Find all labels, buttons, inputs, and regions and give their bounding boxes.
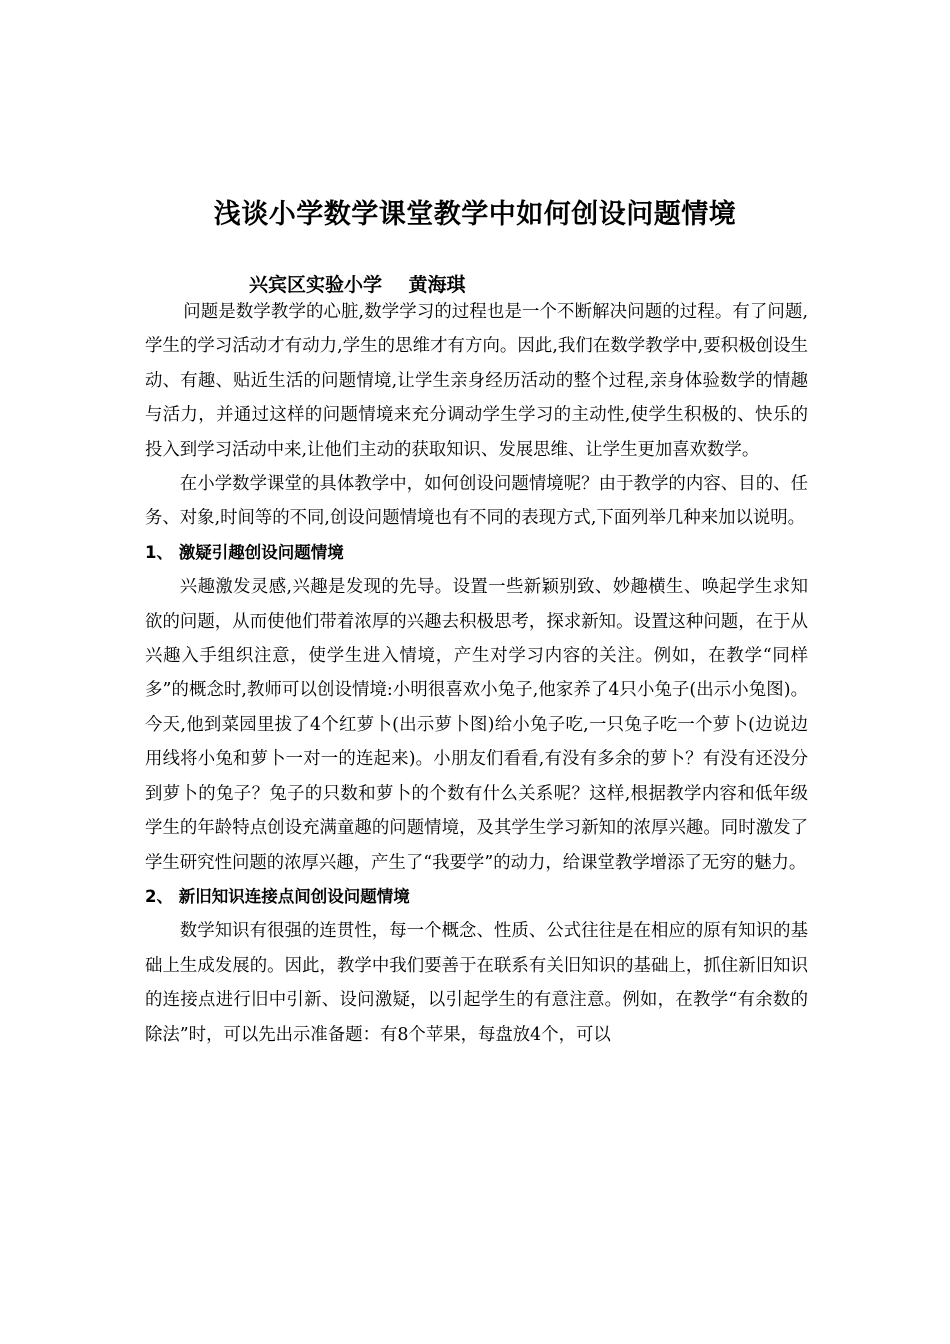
section-heading-2: 2、 新旧知识连接点间创设问题情境 bbox=[145, 886, 410, 906]
author-byline: 兴宾区实验小学 黄海琪 bbox=[249, 274, 466, 296]
section-paragraph-2: 数学知识有很强的连贯性，每一个概念、性质、公式往往是在相应的原有知识的基础上生成发展的。因此，教学中我们要善于在联系有关旧知识的基础上，抓住新旧知识的连接点进行旧中引新、设问激疑，以引起学生的有意注意。例如，在教学“有余数的除法”时，可以先出示准备题：有8个苹果，每盘放4个，可以 bbox=[145, 921, 808, 1045]
document-body bbox=[145, 295, 808, 1052]
intro-paragraph: 问题是数学教学的心脏,数学学习的过程也是一个不断解决问题的过程。有了问题,学生的学习活动才有动力,学生的思维才有方向。因此,我们在数学教学中,要积极创设生动、有趣、贴近生活的问题情境,让学生亲身经历活动的整个过程,亲身体验数学的情趣与活力，并通过这样的问题情境来充分调动学生学习的主动性,使学生积极的、快乐的投入到学习活动中来,让他们主动的获取知识、发展思维、让学生更加喜欢数学。 bbox=[145, 302, 808, 460]
overview-paragraph: 在小学数学课堂的具体教学中，如何创设问题情境呢？由于教学的内容、目的、任务、对象,时间等的不同,创设问题情境也有不同的表现方式,下面列举几种来加以说明。 bbox=[145, 474, 808, 529]
section-heading-1: 1、 激疑引趣创设问题情境 bbox=[145, 542, 344, 562]
page-title: 浅谈小学数学课堂教学中如何创设问题情境 bbox=[213, 199, 737, 230]
section-paragraph-1: 兴趣激发灵感,兴趣是发现的先导。设置一些新颖别致、妙趣横生、唤起学生求知欲的问题，从而使他们带着浓厚的兴趣去积极思考，探求新知。设置这种问题，在于从兴趣入手组织注意，使学生进入情境，产生对学习内容的关注。例如，在教学“同样多”的概念时,教师可以创设情境:小明很喜欢小兔子,他家养了4只小兔子(出示小兔图)。今天,他到菜园里拔了4个红萝卜(出示萝卜图)给小兔子吃,一只兔子吃一个萝卜(边说边用线将小兔和萝卜一对一的连起来)。小朋友们看看,有没有多余的萝卜？有没有还没分到萝卜的兔子？兔子的只数和萝卜的个数有什么关系呢？这样,根据教学内容和低年级学生的年龄特点创设充满童趣的问题情境，及其学生学习新知的浓厚兴趣。同时激发了学生研究性问题的浓厚兴趣，产生了“我要学”的动力，给课堂教学增添了无穷的魅力。 bbox=[145, 577, 808, 873]
